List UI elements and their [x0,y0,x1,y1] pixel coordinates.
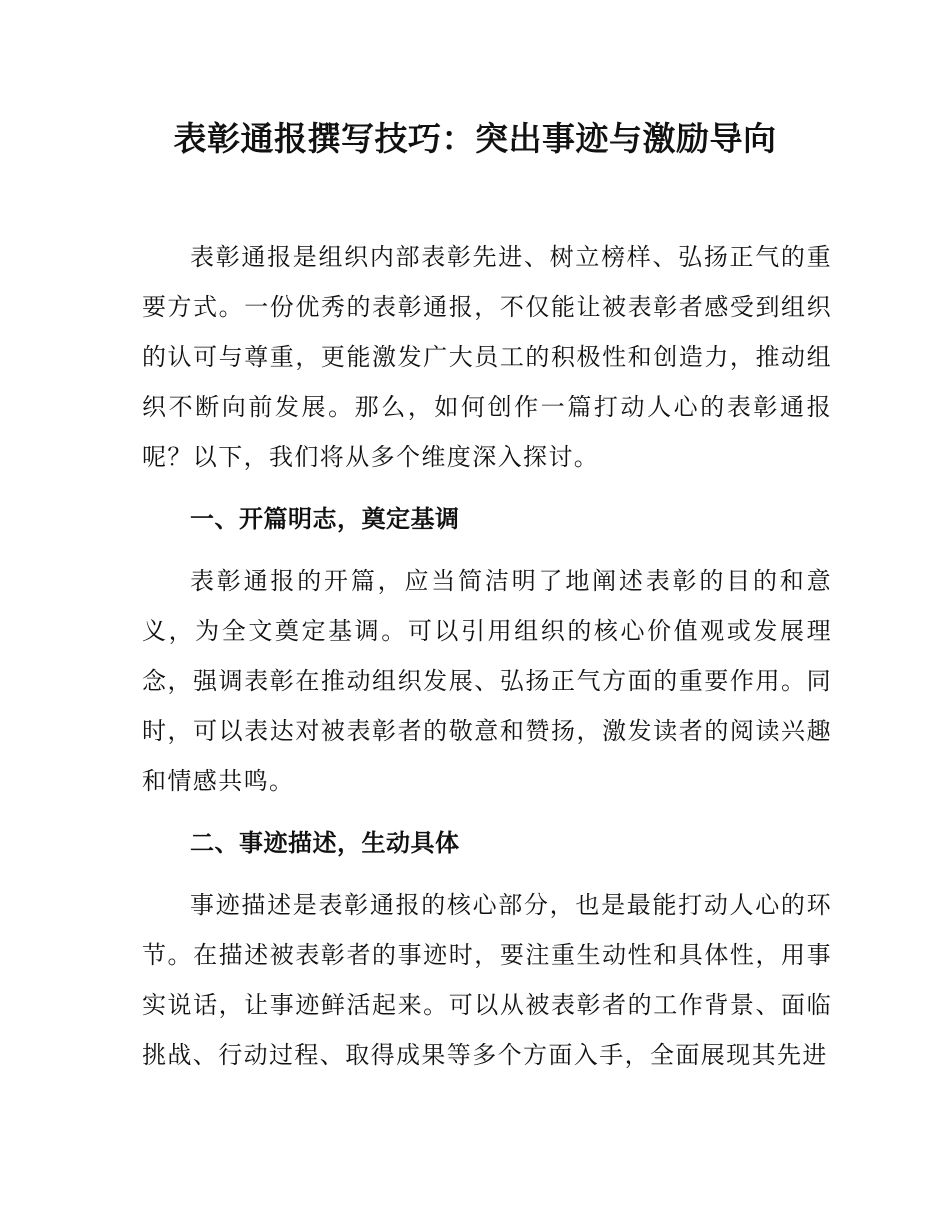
paragraph-intro: 表彰通报是组织内部表彰先进、树立榜样、弘扬正气的重要方式。一份优秀的表彰通报，不仅能让被表彰者感受到组织的认可与尊重，更能激发广大员工的积极性和创造力，推动组织不断向前发展。那么，如何创作一篇打动人心的表彰通报呢？以下，我们将从多个维度深入探讨。 [142,243,832,471]
section-heading-2: 二、事迹描述，生动具体 [190,829,460,857]
document-title: 表彰通报撰写技巧：突出事迹与激励导向 [173,119,777,158]
paragraph-section-1: 表彰通报的开篇，应当简洁明了地阐述表彰的目的和意义，为全文奠定基调。可以引用组织的核心价值观或发展理念，强调表彰在推动组织发展、弘扬正气方面的重要作用。同时，可以表达对被表彰者的敬意和赞扬，激发读者的阅读兴趣和情感共鸣。 [142,567,832,795]
section-heading-1: 一、开篇明志，奠定基调 [190,505,460,533]
paragraph-section-2: 事迹描述是表彰通报的核心部分，也是最能打动人心的环节。在描述被表彰者的事迹时，要注重生动性和具体性，用事实说话，让事迹鲜活起来。可以从被表彰者的工作背景、面临挑战、行动过程、取得成果等多个方面入手，全面展现其先进 [142,891,832,1069]
document-body [142,232,832,1080]
